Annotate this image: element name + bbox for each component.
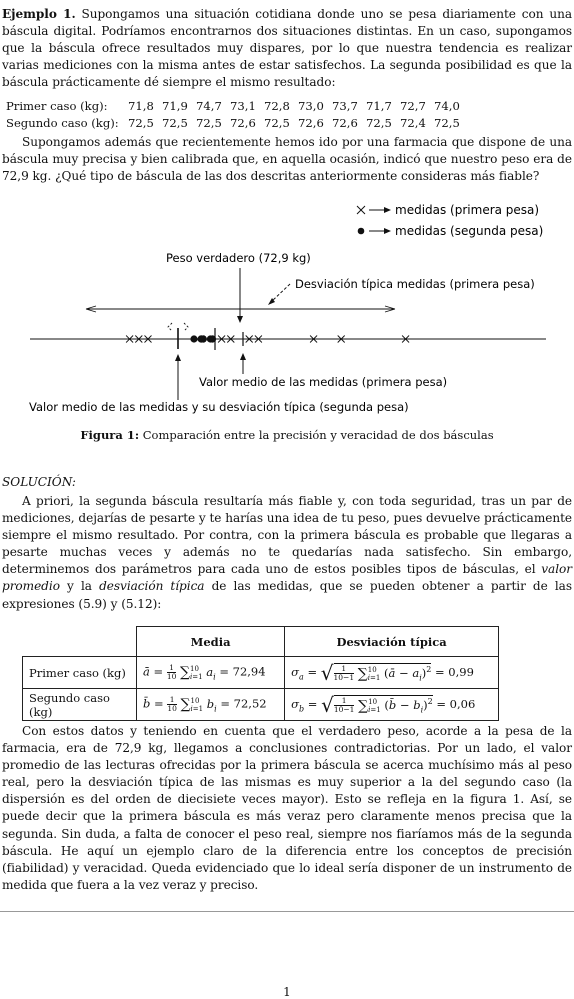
mean-first-value: 72,94 [232, 664, 266, 679]
measurement-value: 73,1 [230, 99, 256, 113]
measurement-value: 72,5 [196, 116, 222, 130]
mean-second-label: Valor medio de las medidas y su desviación típica (segunda pesa) [29, 400, 409, 414]
legend-arrow-icon [384, 228, 391, 234]
measurement-value: 72,6 [298, 116, 324, 130]
measurement-value: 72,5 [366, 116, 392, 130]
measurement-value: 71,7 [366, 99, 392, 113]
page-number: 1 [283, 985, 291, 999]
example-question: Supongamos además que recientemente hemos ido por una farmacia que dispone de una báscula muy precisa y bien calibrada que, en aquella ocasión, indicó que nuestro peso era de 72,9 kg. ¿Qué tipo de báscula de las dos descritas anteriormente consideras más fiable? [2, 135, 572, 184]
dot-mark [190, 335, 197, 342]
second-measurements [190, 335, 216, 342]
caption-text: Comparación entre la precisión y veracidad de dos básculas [142, 428, 494, 442]
solution-title: SOLUCIÓN: [2, 475, 76, 489]
arrow-head-icon [175, 354, 181, 361]
measurement-value: 72,5 [128, 116, 154, 130]
arrow-head-icon [237, 316, 243, 323]
measurement-value: 71,9 [162, 99, 188, 113]
measurement-value: 74,0 [434, 99, 460, 113]
measurement-value: 72,7 [400, 99, 426, 113]
results-table [22, 626, 499, 721]
measurement-value: 74,7 [196, 99, 222, 113]
figure-caption [0, 428, 574, 442]
row-label: Segundo caso (kg): [6, 116, 119, 130]
solution-p1-text: A priori, la segunda báscula resultaría más fiable y, con toda seguridad, tras un par de mediciones, dejarías de pesarte y te harías una idea de tu peso, pues devuelve prácticamente siempre el mismo resultado. Por contra, con la primera báscula es probable que llegaras a pesarte muchas veces y además no te quedarías nada satisfecho. Sin embargo, determinemos dos parámetros para cada uno de estos posibles tipos de básculas, el [2, 494, 572, 577]
table-mean-second: b̄ = $\frac{1}{10}$ ∑ 10 i=1 $b_i = 72,52$ [137, 689, 285, 721]
measurement-value: 72,5 [434, 116, 460, 130]
table-std-second: $\sigma_b$ = √ $\frac{1}{10-1}$ ∑ 10 i=1 (b̄ − $b_i)^2 = 0,06$ [285, 689, 499, 721]
data-row-first [6, 99, 468, 113]
true-weight-label: Peso verdadero (72,9 kg) [166, 251, 311, 265]
figure-1 [0, 196, 574, 420]
caption-label: Figura 1: [80, 428, 140, 442]
measurement-value: 72,5 [162, 116, 188, 130]
table-header-mean: Media [137, 627, 285, 657]
measurement-value: 72,5 [264, 116, 290, 130]
legend-arrow-icon [384, 207, 391, 213]
table-header-row [23, 627, 499, 657]
mean-second-value: 72,52 [233, 696, 267, 711]
std-first-value: 0,99 [448, 664, 474, 679]
bottom-divider [0, 911, 574, 912]
row-label: Primer caso (kg): [6, 99, 108, 113]
measurement-value: 72,4 [400, 116, 426, 130]
data-row-second [6, 116, 468, 130]
term-desviacion-tipica: desviación típica [99, 579, 205, 594]
table-row [23, 689, 499, 721]
example-heading: Ejemplo 1. [2, 7, 76, 21]
std-second-value: 0,06 [449, 696, 476, 711]
solution-p1-text: y la [59, 579, 100, 594]
legend-dot-entry [358, 224, 544, 238]
legend-dot-label: medidas (segunda pesa) [395, 224, 544, 238]
example-intro [2, 6, 572, 91]
dot-mark [198, 335, 205, 342]
measurement-value: 73,7 [332, 99, 358, 113]
table-header-std: Desviación típica [285, 627, 499, 657]
measurement-value: 73,0 [298, 99, 324, 113]
measurement-value: 72,6 [332, 116, 358, 130]
std-first-pointer [271, 284, 290, 302]
measurement-value: 72,8 [264, 99, 290, 113]
table-std-first: $\sigma_a$ = √ $\frac{1}{10-1}$ ∑ 10 i=1 (ā − $a_i)^2 = 0,99$ [285, 657, 499, 689]
measurement-value: 72,6 [230, 116, 256, 130]
table-row [23, 657, 499, 689]
mean-first-label: Valor medio de las medidas (primera pesa) [199, 375, 448, 389]
arrow-head-icon [240, 353, 246, 360]
table-mean-first: ā = $\frac{1}{10}$ ∑ 10 i=1 $a_i = 72,94$ [137, 657, 285, 689]
table-corner [23, 627, 137, 657]
legend-cross-label: medidas (primera pesa) [395, 203, 540, 217]
legend-cross-entry [357, 203, 539, 217]
measurement-value: 71,8 [128, 99, 154, 113]
table-row-label: Primer caso (kg) [23, 657, 137, 689]
table-row-label: Segundo caso (kg) [23, 689, 137, 721]
legend-dot-icon [358, 228, 365, 235]
solution-paragraph-2: Con estos datos y teniendo en cuenta que el verdadero peso, acorde a la pesa de la farmacia, era de 72,9 kg, llegamos a conclusiones contradictorias. Por un lado, el valor promedio de las lecturas ofrecidas por la primera báscula se acerca muchísimo más al peso real, pero la desviación típica de las mismas es muy superior a la del segundo caso (la dispersión es del orden de diecisiete veces mayor). Esto se refleja en la figura 1. Así, se puede decir que la primera báscula es más veraz pero claramente menos precisa que la segunda. Sin duda, a falta de conocer el peso real, siempre nos fiaríamos más de la segunda báscula. He aquí un ejemplo claro de la diferencia entre los conceptos de precisión (fiabilidad) y veracidad. Queda evidenciado que lo ideal sería disponer de un instrumento de medida que fuera a la vez veraz y preciso. [2, 724, 572, 892]
legend-cross-icon [357, 206, 365, 214]
std-first-label: Desviación típica medidas (primera pesa) [295, 277, 535, 291]
solution-paragraph-1 [2, 493, 572, 613]
example-intro-text: Supongamos una situación cotidiana donde uno se pesa diariamente con una báscula digital. Podríamos encontrarnos dos situaciones distintas. En un caso, supongamos que la báscula ofrece resultados muy dispares, por lo que nuestra tendencia es realizar varias mediciones con la misma antes de estar satisfechos. La segunda posibilidad es que la báscula prácticamente dé siempre el mismo resultado: [2, 7, 572, 90]
solution-p1-text: de las medidas, que se pueden obtener a partir de las expresiones (5.9) y (5.12): [2, 579, 572, 611]
term-valor-promedio: valor promedio [2, 562, 572, 594]
